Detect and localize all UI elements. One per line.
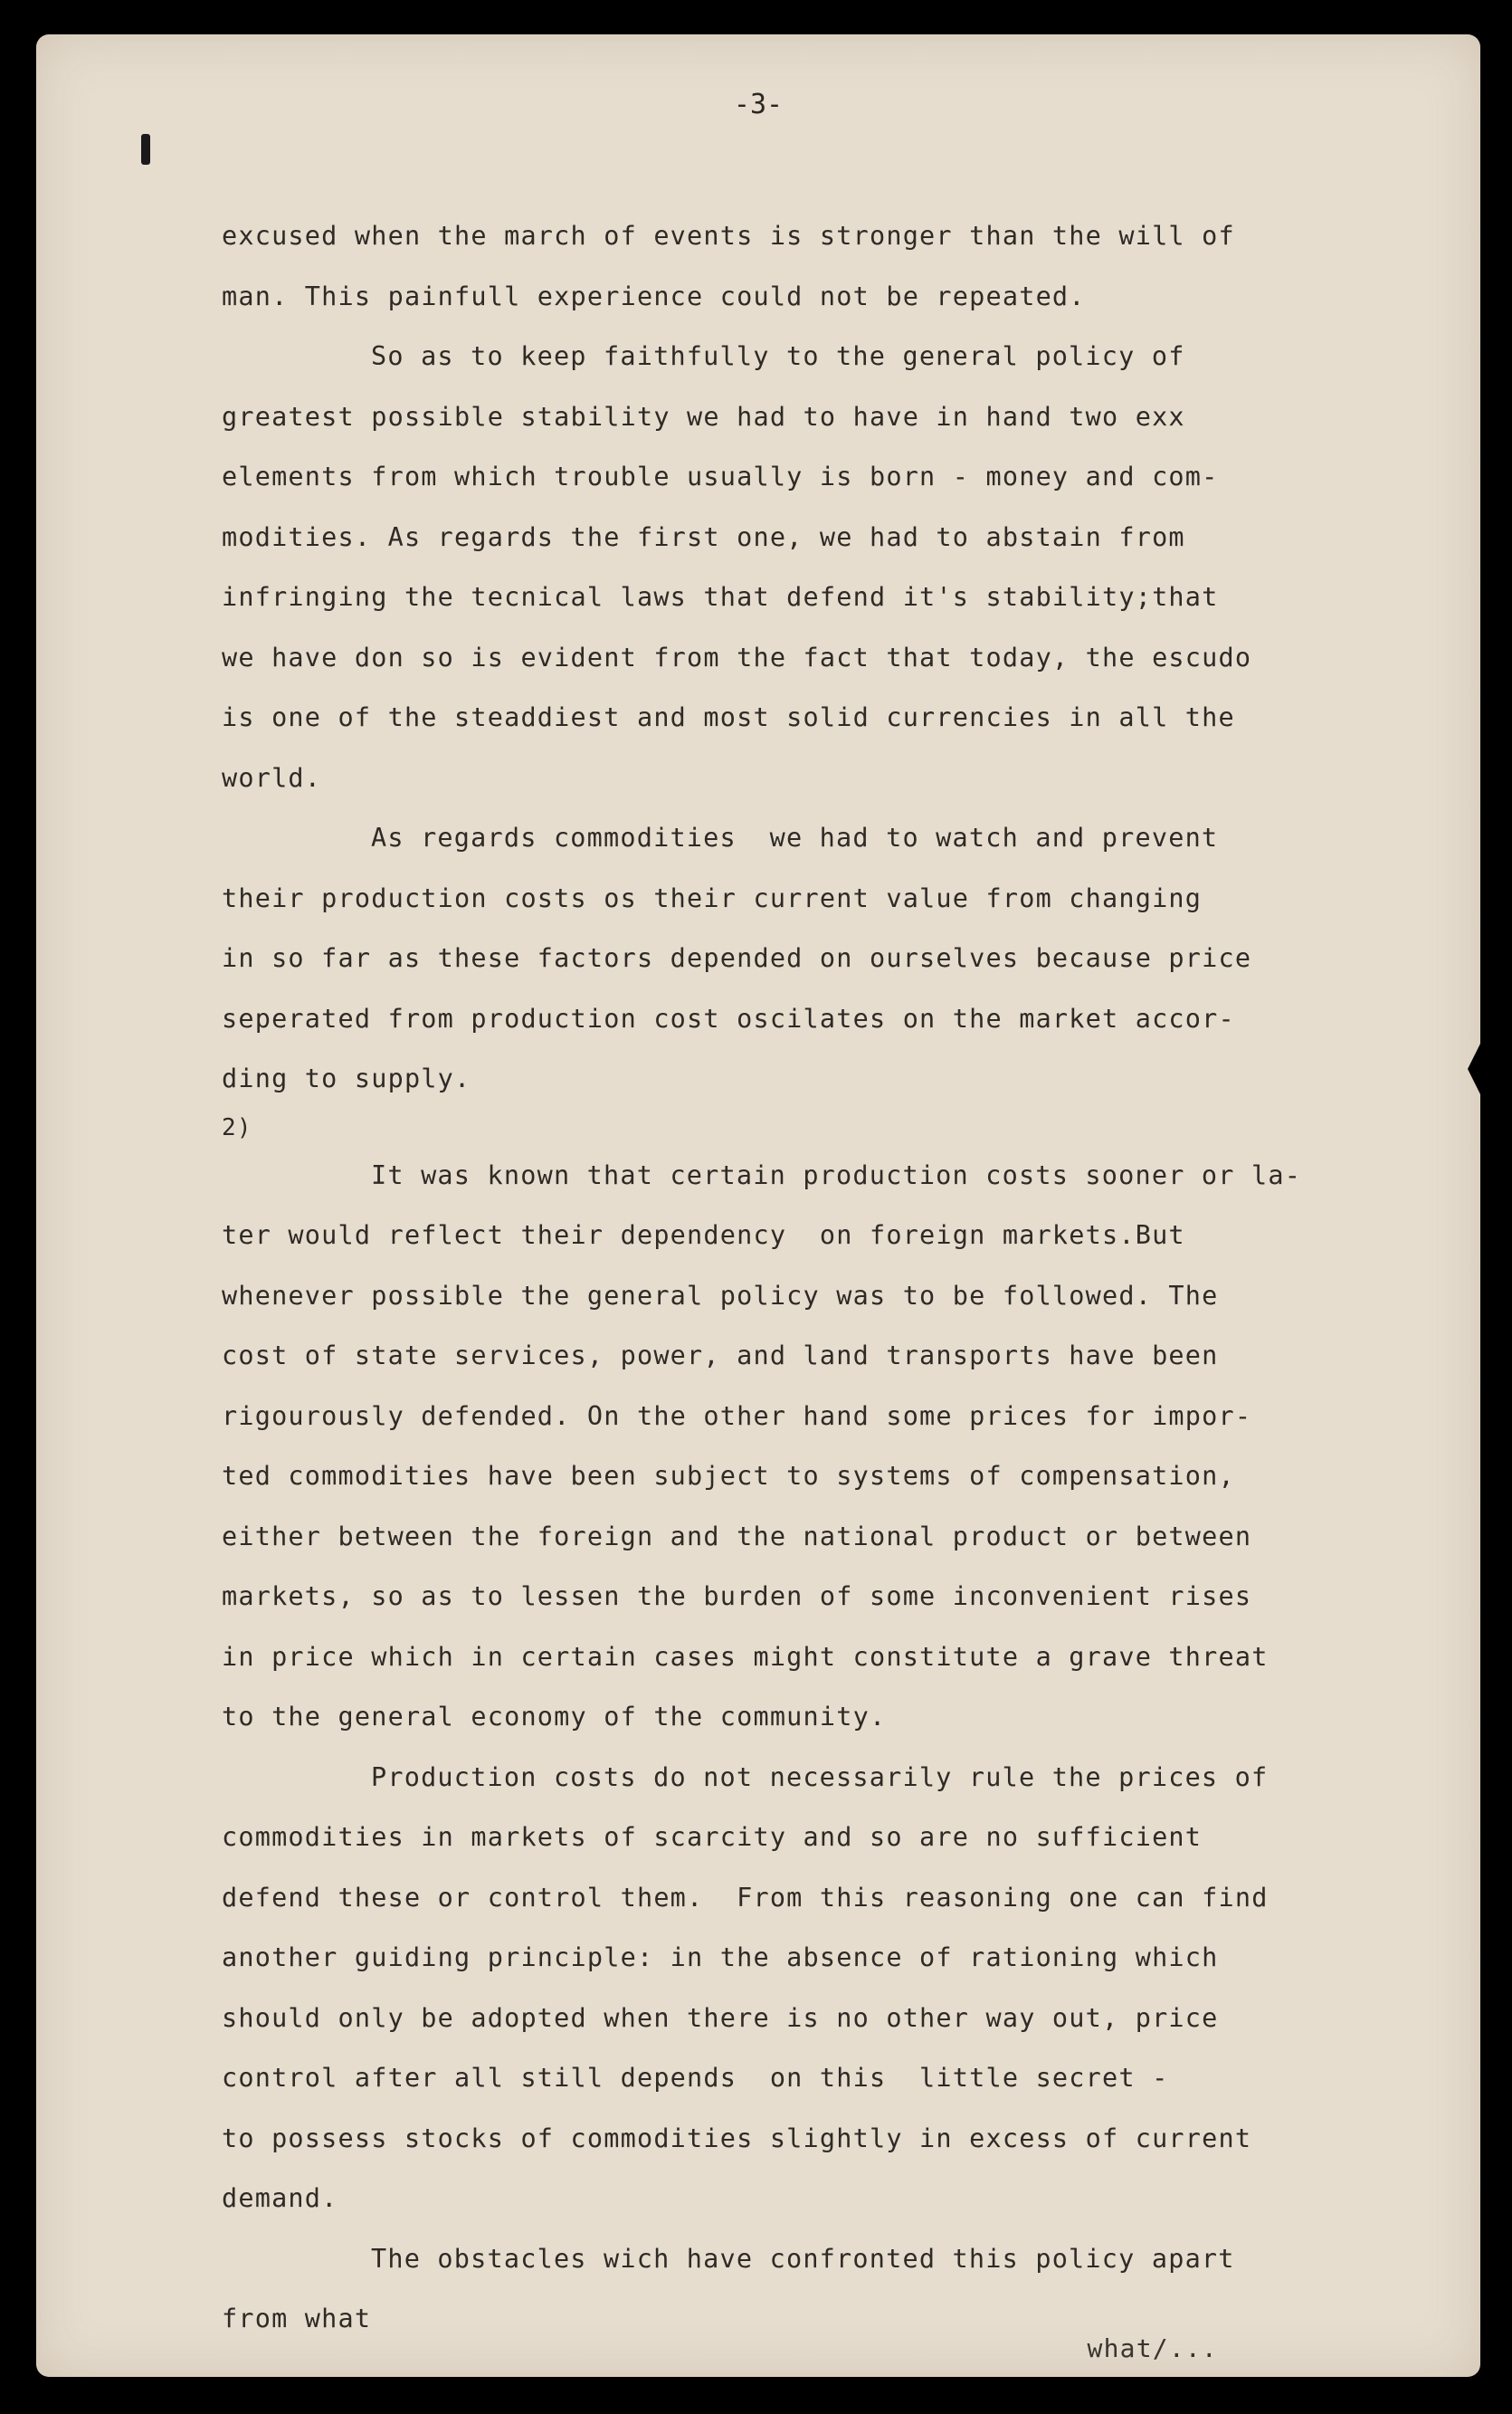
text-line: in so far as these factors depended on ourselves because price [222, 943, 1252, 973]
text-line: their production costs os their current value from changing [222, 883, 1203, 913]
text-line: excused when the march of events is stronger than the will of [222, 221, 1235, 251]
text-line: greatest possible stability we had to have in hand two exx [222, 401, 1185, 432]
page-edge-notch [1468, 1044, 1480, 1094]
document-page [36, 34, 1480, 2377]
section-marker: 2) [222, 1113, 252, 1141]
text-line: commodities in markets of scarcity and so are no sufficient [222, 1822, 1203, 1852]
text-line: modities. As regards the first one, we had to abstain from [222, 521, 1185, 552]
text-line: seperated from production cost oscilates on the market accor- [222, 1003, 1235, 1034]
text-line: cost of state services, power, and land transports have been [222, 1341, 1219, 1370]
margin-mark [141, 134, 150, 165]
text-line: control after all still depends on this little secret - [222, 2063, 1169, 2093]
text-line: man. This painfull experience could not be repeated. [222, 281, 1086, 311]
text-line: from what [222, 2304, 372, 2333]
catchword: what/... [1087, 2333, 1218, 2363]
text-line: another guiding principle: in the absence of rationing which [222, 1942, 1219, 1972]
text-line: elements from which trouble usually is born - money and com- [222, 462, 1219, 491]
text-line: to the general economy of the community. [222, 1702, 887, 1732]
text-line: As regards commodities we had to watch and prevent [371, 823, 1219, 853]
text-line: rigourously defended. On the other hand some prices for impor- [222, 1400, 1252, 1431]
text-line: It was known that certain production costs sooner or la- [371, 1159, 1302, 1190]
text-line: world. [222, 762, 322, 793]
text-line: ted commodities have been subject to systems of compensation, [222, 1461, 1235, 1491]
text-line: demand. [222, 2183, 338, 2213]
text-line: The obstacles wich have confronted this policy apart [371, 2243, 1235, 2274]
text-line: So as to keep faithfully to the general policy of [371, 341, 1185, 371]
text-line: we have don so is evident from the fact that today, the escudo [222, 642, 1252, 673]
text-line: in price which in certain cases might constitute a grave threat [222, 1641, 1269, 1672]
typed-body-text [222, 206, 1425, 2350]
text-line: Production costs do not necessarily rule the prices of [371, 1761, 1269, 1792]
text-line: either between the foreign and the national product or between [222, 1521, 1252, 1551]
text-line: is one of the steaddiest and most solid currencies in all the [222, 702, 1235, 732]
text-line: markets, so as to lessen the burden of some inconvenient rises [222, 1581, 1252, 1611]
page-number: -3- [733, 89, 784, 120]
text-line: ter would reflect their dependency on foreign markets.But [222, 1220, 1185, 1250]
text-line: infringing the tecnical laws that defend it's stability;that [222, 582, 1219, 612]
text-line: ding to supply. [222, 1064, 471, 1093]
text-line: defend these or control them. From this reasoning one can find [222, 1882, 1269, 1913]
text-line: to possess stocks of commodities slightly in excess of current [222, 2123, 1252, 2153]
text-line: whenever possible the general policy was to be followed. The [222, 1280, 1219, 1311]
text-line: should only be adopted when there is no other way out, price [222, 2002, 1219, 2033]
